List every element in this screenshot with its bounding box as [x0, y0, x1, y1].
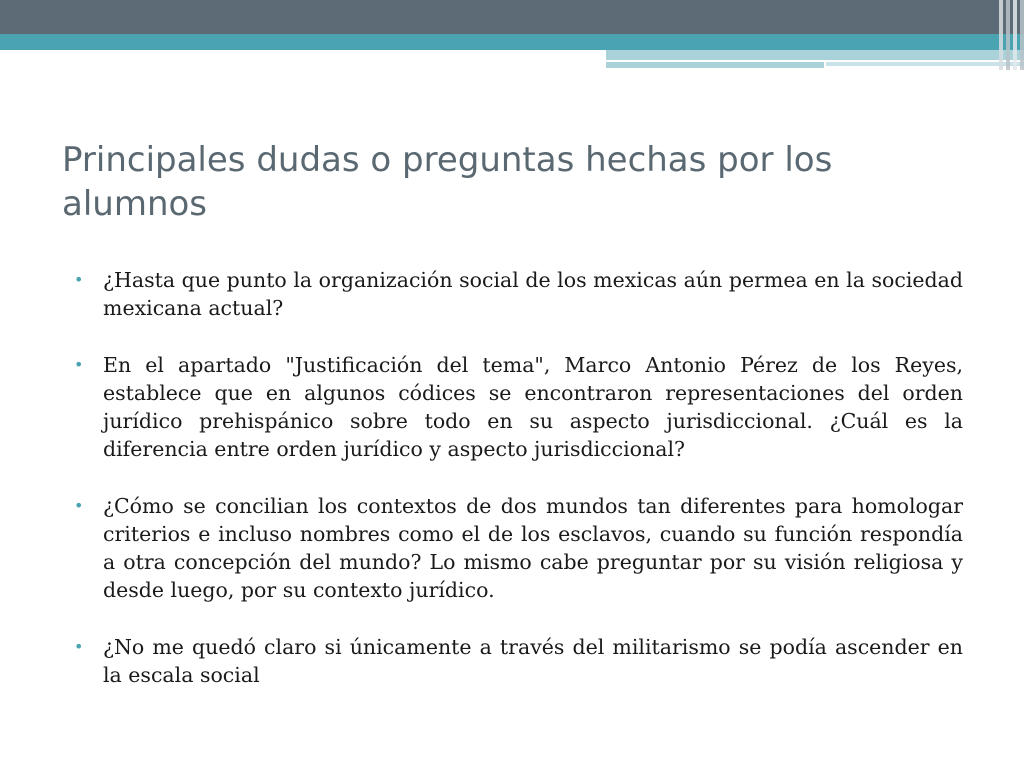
bullet-text: ¿No me quedó claro si únicamente a través del militarismo se podía ascender en la escala social: [103, 635, 963, 687]
header-accent-bar-thin: [606, 62, 824, 68]
header-accent-bar: [606, 50, 1024, 60]
bullet-text: En el apartado "Justificación del tema", Marco Antonio Pérez de los Reyes, establece que en algunos códices se encontraron representaciones del orden jurídico prehispánico sobre todo en su aspecto jurisdiccional. ¿Cuál es la diferencia entre orden jurídico y aspecto jurisdiccional?: [103, 353, 963, 461]
slide-title: Principales dudas o preguntas hechas por los alumnos: [62, 140, 833, 224]
bullet-item: [74, 266, 963, 322]
header-stripes: [992, 0, 1024, 70]
bullet-list: [74, 266, 963, 718]
header-stripe: [1020, 0, 1024, 70]
bullet-item: [74, 351, 963, 463]
header-bar-dark: [0, 0, 1024, 34]
bullet-icon: •: [74, 355, 84, 374]
bullet-icon: •: [74, 496, 84, 515]
bullet-item: [74, 492, 963, 604]
header-stripe: [999, 0, 1003, 70]
header-stripe: [1013, 0, 1017, 70]
bullet-text: ¿Cómo se concilian los contextos de dos mundos tan diferentes para homologar criterios e incluso nombres como el de los esclavos, cuando su función respondía a otra concepción del mundo? Lo mismo cabe preguntar por su visión religiosa y desde luego, por su contexto jurídico.: [103, 494, 963, 602]
bullet-item: [74, 633, 963, 689]
bullet-icon: •: [74, 637, 84, 656]
header-bar-teal: [0, 34, 1024, 50]
bullet-icon: •: [74, 270, 84, 289]
header-stripe: [1006, 0, 1010, 70]
bullet-text: ¿Hasta que punto la organización social de los mexicas aún permea en la sociedad mexicana actual?: [103, 268, 963, 320]
